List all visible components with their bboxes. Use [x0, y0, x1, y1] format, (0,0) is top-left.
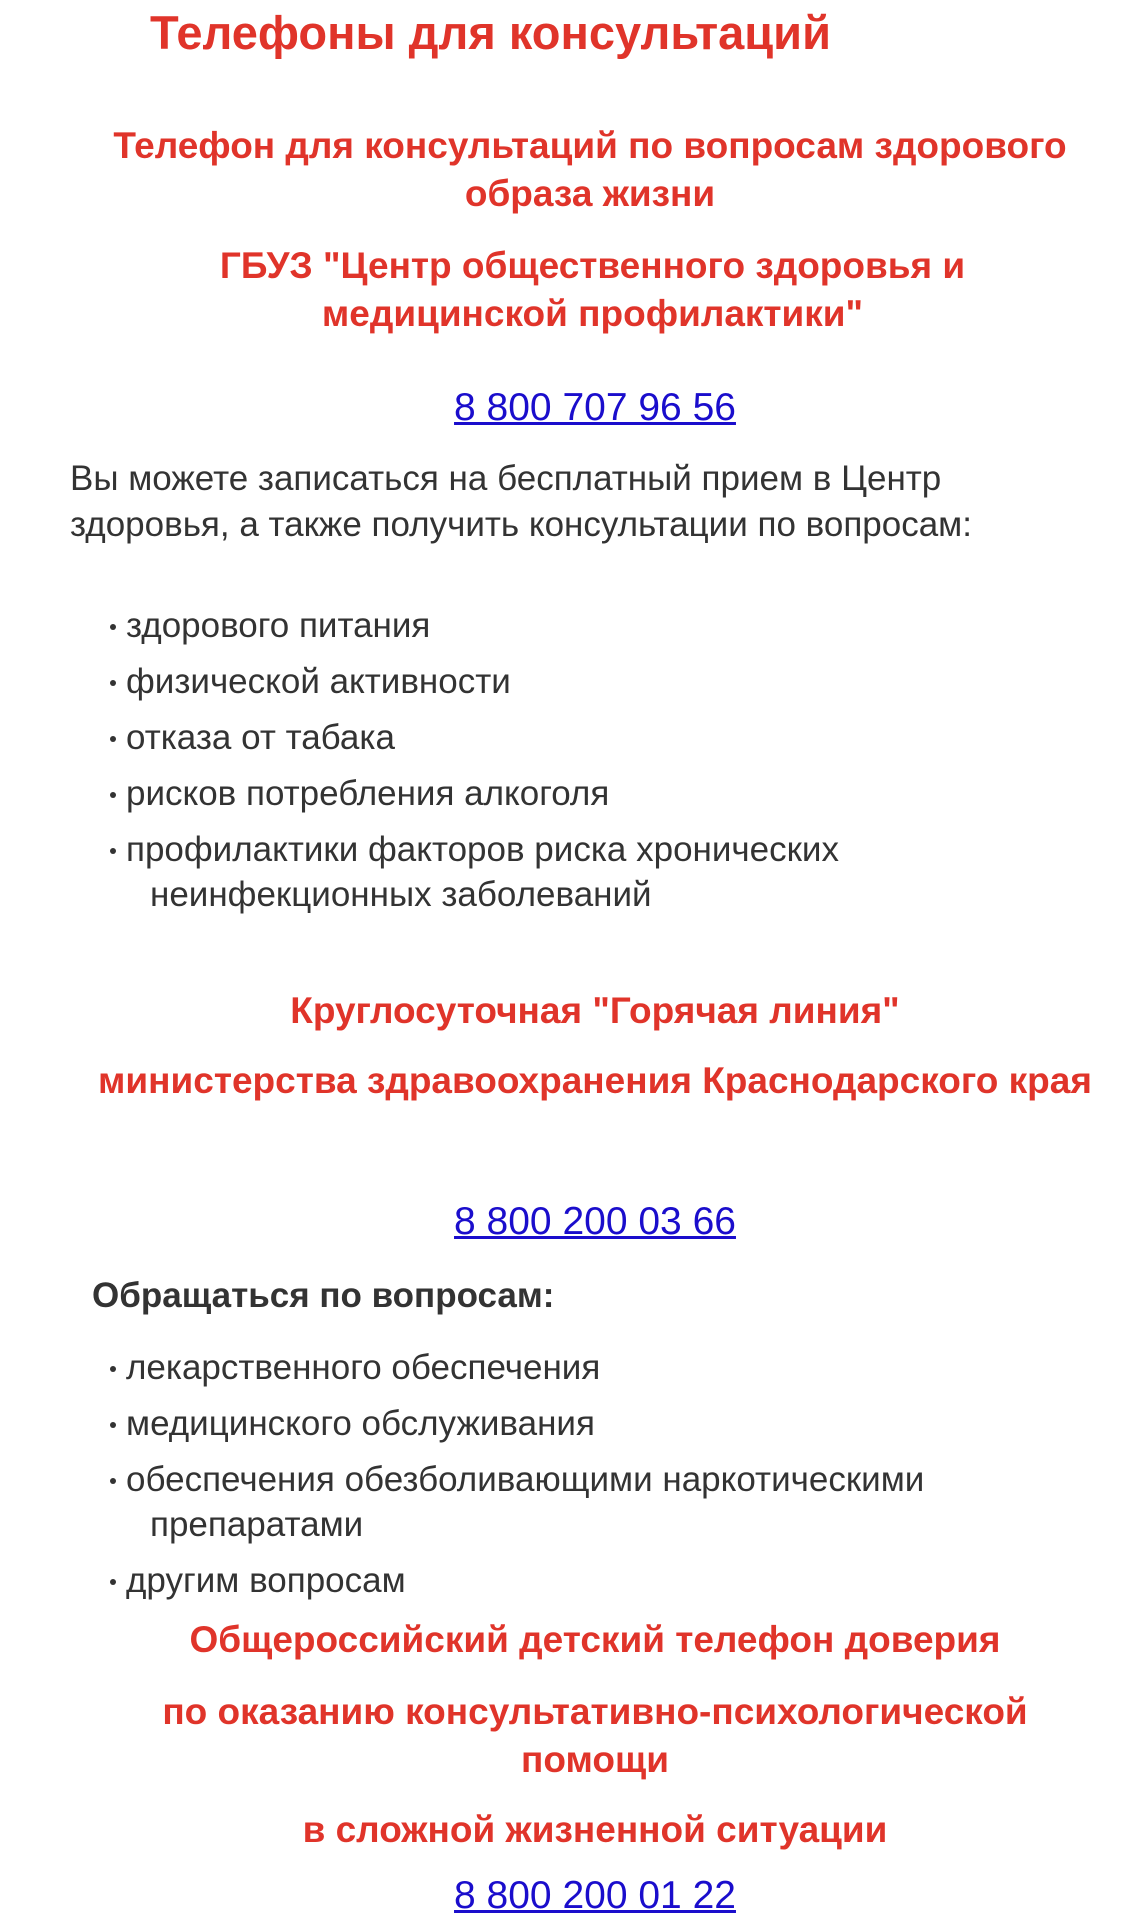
section1-phone-link[interactable]: 8 800 707 96 56: [454, 386, 736, 429]
list-item-text: медицинского обслуживания: [126, 1404, 595, 1443]
section2-topic-list: [110, 1345, 1110, 1614]
section1-intro: Вы можете записаться на бесплатный прием в Центр здоровья, а также получить консультации по вопросам:: [70, 459, 972, 544]
list-item-text: рисков потребления алкоголя: [126, 774, 610, 813]
section2-phone-link[interactable]: 8 800 200 03 66: [454, 1200, 736, 1243]
list-item-text: физической активности: [126, 662, 511, 701]
list-item-text: профилактики факторов риска хронических: [126, 830, 839, 869]
list-item: [110, 659, 1110, 704]
list-item: [110, 1401, 1110, 1446]
bullet-icon: [110, 680, 116, 686]
list-item-text: отказа от табака: [126, 718, 395, 757]
list-item-continuation: неинфекционных заболеваний: [150, 875, 652, 914]
list-item: [110, 1457, 1110, 1547]
list-item: [110, 603, 1110, 648]
page-title: Телефоны для консультаций: [150, 6, 831, 59]
bullet-icon: [110, 792, 116, 798]
list-item: [110, 827, 1110, 917]
section3-subheading: по оказанию консультативно-психологической помощи: [162, 1691, 1028, 1780]
section1-org: ГБУЗ "Центр общественного здоровья и медицинской профилактики": [219, 245, 966, 334]
section1-heading: Телефон для консультаций по вопросам здорового образа жизни: [113, 125, 1067, 214]
list-item-text: здорового питания: [126, 606, 431, 645]
list-item: [110, 715, 1110, 760]
section2-subheading: министерства здравоохранения Краснодарского края: [98, 1060, 1092, 1101]
bullet-icon: [110, 1579, 116, 1585]
section3-phone-link[interactable]: 8 800 200 01 22: [454, 1874, 736, 1917]
section2-intro: Обращаться по вопросам:: [92, 1276, 555, 1315]
list-item: [110, 1558, 1110, 1603]
list-item: [110, 1345, 1110, 1390]
section3-subheading2: в сложной жизненной ситуации: [302, 1809, 888, 1850]
section2-heading: Круглосуточная "Горячая линия": [290, 990, 900, 1031]
list-item-continuation: препаратами: [150, 1505, 364, 1544]
bullet-icon: [110, 1366, 116, 1372]
list-item: [110, 771, 1110, 816]
bullet-icon: [110, 1478, 116, 1484]
bullet-icon: [110, 848, 116, 854]
bullet-icon: [110, 624, 116, 630]
bullet-icon: [110, 736, 116, 742]
list-item-text: другим вопросам: [126, 1561, 406, 1600]
list-item-text: лекарственного обеспечения: [126, 1348, 601, 1387]
section1-topic-list: [110, 603, 1110, 928]
bullet-icon: [110, 1422, 116, 1428]
section3-heading: Общероссийский детский телефон доверия: [189, 1619, 1001, 1660]
list-item-text: обеспечения обезболивающими наркотическими: [126, 1460, 925, 1499]
